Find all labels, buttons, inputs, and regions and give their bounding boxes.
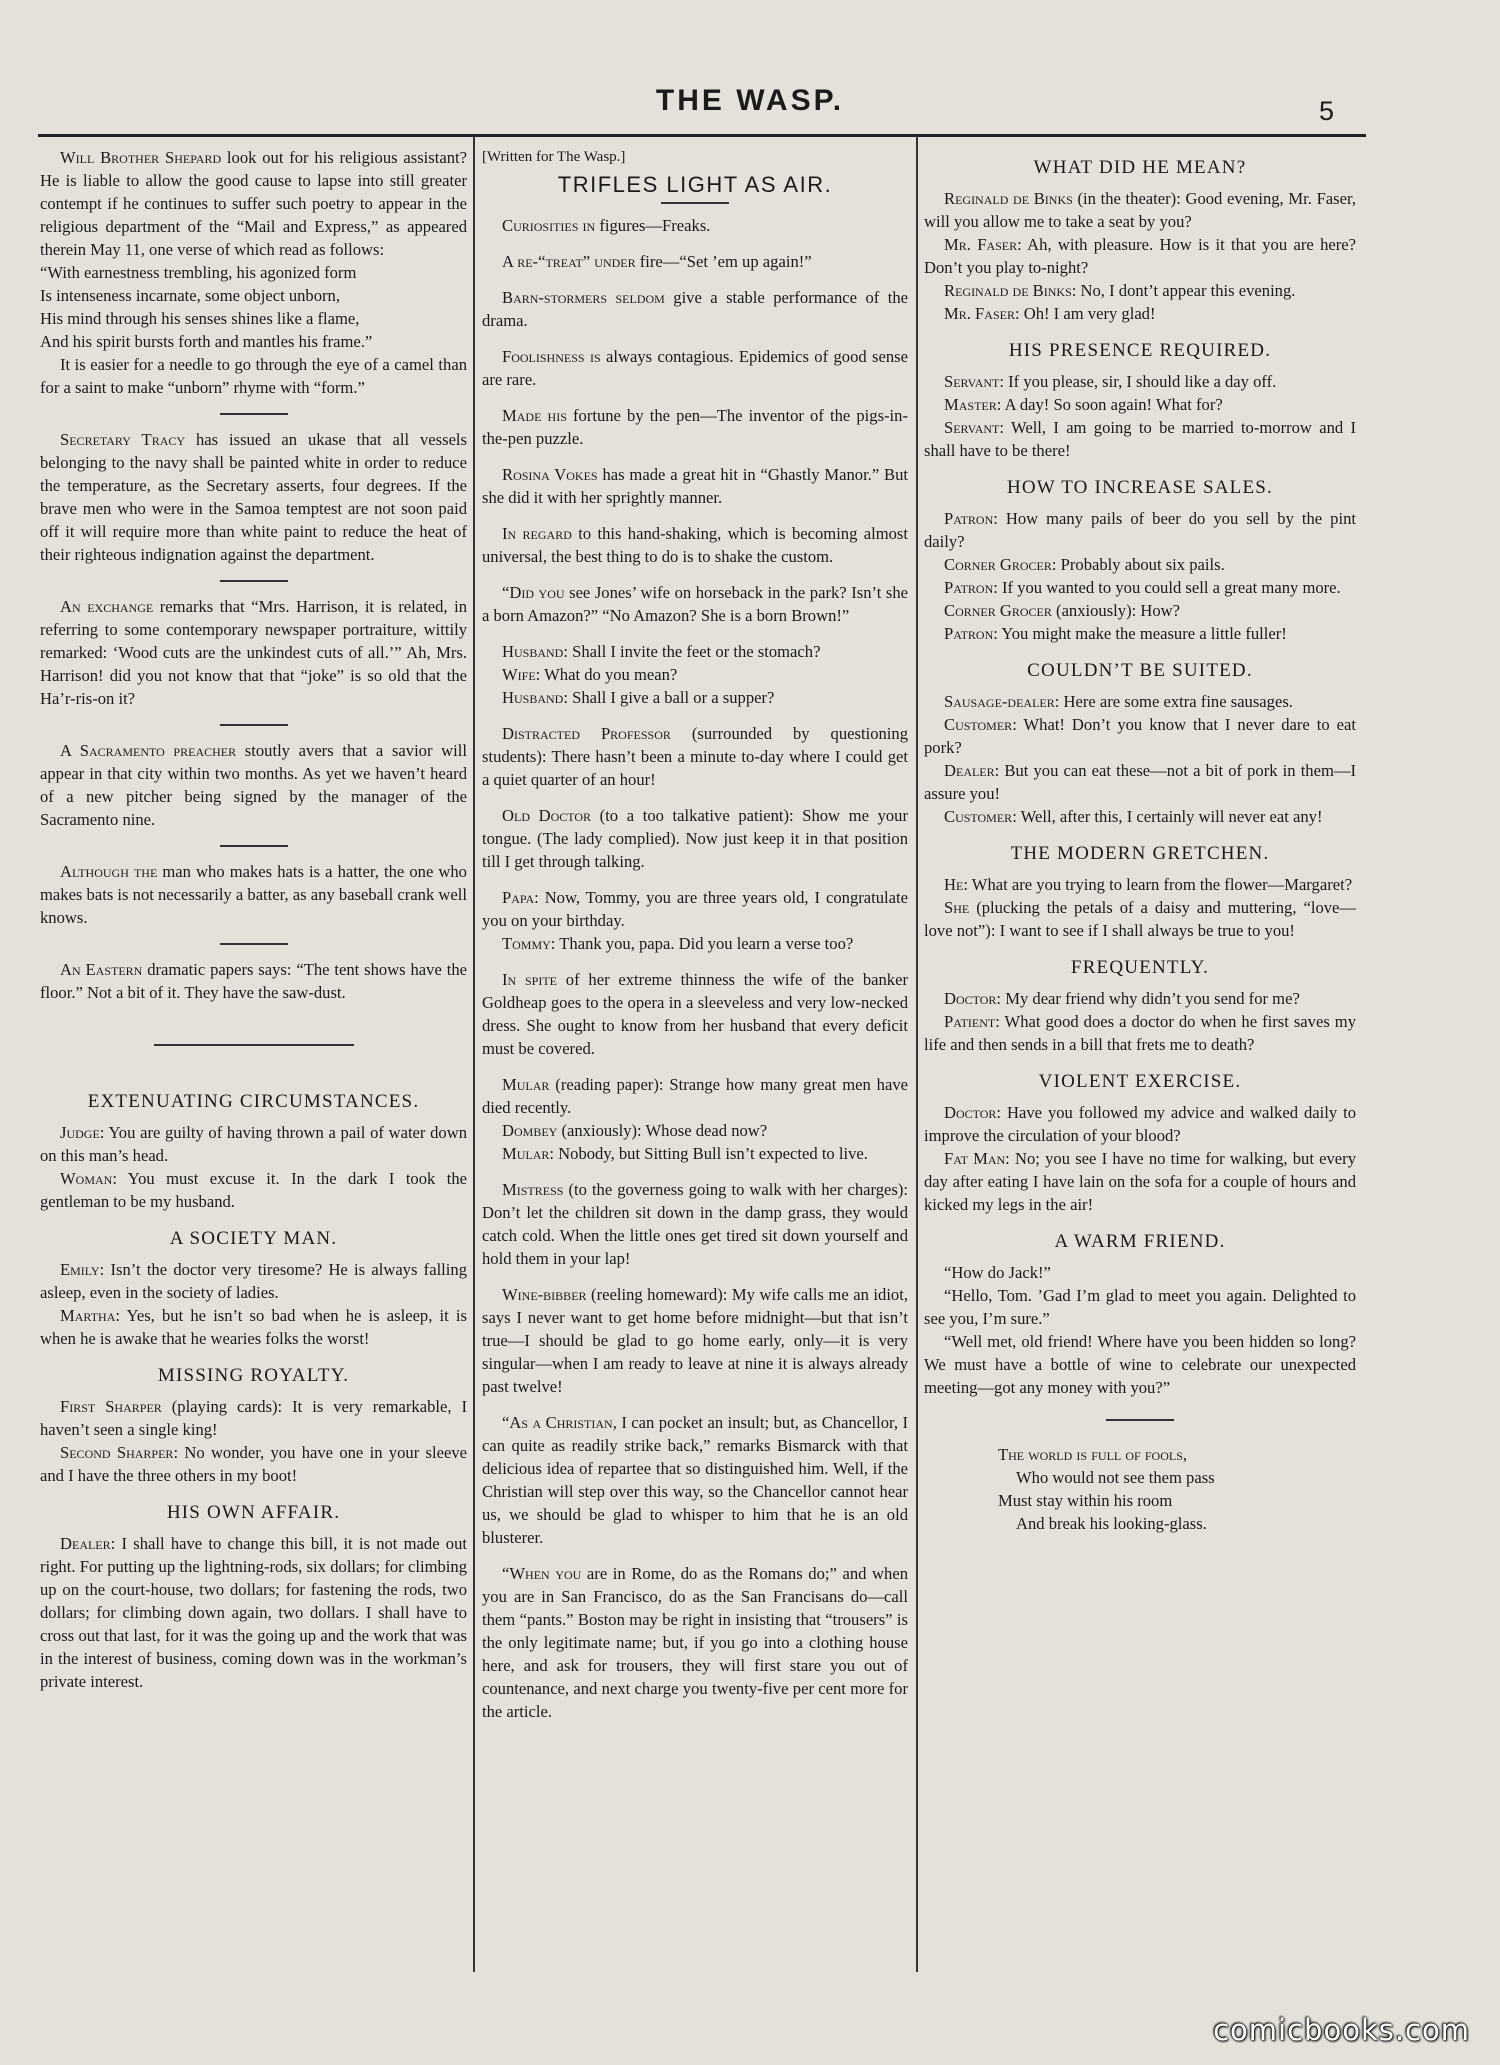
paragraph-text: fire—“Set ’em up again!” xyxy=(635,252,812,271)
dialogue-text: But you can eat these—not a bit of pork in them—I assure you! xyxy=(924,761,1356,803)
section-heading: A SOCIETY MAN. xyxy=(169,1228,338,1249)
dialogue-text: A day! So soon again! What for? xyxy=(1001,395,1223,414)
poem-line: And break his looking-glass. xyxy=(1016,1514,1207,1533)
lead-words: Foolishness is xyxy=(502,347,601,366)
paragraph xyxy=(40,860,467,929)
dialogue-text: You might make the measure a little fuller! xyxy=(997,624,1287,643)
dialogue-text: (plucking the petals of a daisy and muttering, “love—love not”): I want to see if I shall always be true to you! xyxy=(924,898,1356,940)
paragraph xyxy=(40,739,467,831)
speaker: Second Sharper: xyxy=(60,1443,179,1462)
dialogue-text: Have you followed my advice and walked daily to improve the circulation of your blood? xyxy=(924,1103,1356,1145)
dialogue-text: Probably about six pails. xyxy=(1056,555,1225,574)
dialogue-line xyxy=(482,640,908,663)
speaker: Tommy: xyxy=(502,934,556,953)
paragraph xyxy=(482,522,908,568)
paragraph-text: (to a too talkative patient): Show me your tongue. (The lady complied). Now just keep it in that position till I get through talking. xyxy=(482,806,908,871)
dialogue-text: What good does a doctor do when he first saves my life and then sends in a bill that frets me to death? xyxy=(924,1012,1356,1054)
separator xyxy=(220,845,288,847)
dialogue-line xyxy=(924,1101,1356,1147)
dialogue-line: “Hello, Tom. ’Gad I’m glad to meet you again. Delighted to see you, I’m sure.” xyxy=(924,1286,1356,1328)
dialogue-line xyxy=(482,686,908,709)
paragraph xyxy=(482,404,908,450)
paragraph xyxy=(40,428,467,566)
speaker: Mr. Faser: xyxy=(944,304,1020,323)
dialogue-line xyxy=(482,1073,908,1119)
dialogue-text: Now, Tommy, you are three years old, I congratulate you on your birthday. xyxy=(482,888,908,930)
lead-words: Made his xyxy=(502,406,567,425)
dialogue-line xyxy=(924,873,1356,896)
verse-line: “With earnestness trembling, his agonized form xyxy=(40,263,357,282)
section-heading: HIS OWN AFFAIR. xyxy=(166,1502,341,1523)
dialogue-line xyxy=(924,690,1356,713)
paragraph: It is easier for a needle to go through the eye of a camel than for a saint to make “unborn” rhyme with “form.” xyxy=(40,355,467,397)
verse-line: His mind through his senses shines like a flame, xyxy=(40,309,360,328)
column-rule xyxy=(473,136,475,1972)
dialogue-line xyxy=(924,576,1356,599)
speaker: Patron: xyxy=(944,578,998,597)
dialogue-line xyxy=(40,1532,467,1693)
dialogue-line xyxy=(40,1441,467,1487)
speaker: Dealer: xyxy=(60,1534,116,1553)
dialogue-text: Oh! I am very glad! xyxy=(1019,304,1156,323)
dialogue-line xyxy=(482,1142,908,1165)
speaker: He: xyxy=(944,875,968,894)
speaker: Judge: xyxy=(60,1123,105,1142)
dialogue-text: (anxiously): How? xyxy=(1051,601,1181,620)
dialogue-text: No wonder, you have one in your sleeve and I have the three others in my boot! xyxy=(40,1443,467,1485)
paragraph-text: of her extreme thinness the wife of the banker Goldheap goes to the opera in a sleeveless and very low-necked dress. She ought to know from her husband that every deficit must be covered. xyxy=(482,970,908,1058)
section-heading: HOW TO INCREASE SALES. xyxy=(1006,477,1274,498)
paragraph-text: always contagious. Epidemics of good sense are rare. xyxy=(482,347,908,389)
speaker: Servant: xyxy=(944,372,1004,391)
dialogue-line xyxy=(40,1167,467,1213)
paragraph-text: (reeling homeward): My wife calls me an idiot, says I never want to get home before midnight—but that isn’t true—I should be glad to go home early, only—it is very singular—when I am ready to leave at nine it is always already past twelve! xyxy=(482,1285,908,1396)
section-separator xyxy=(154,1044,354,1046)
speaker: Corner Grocer: xyxy=(944,555,1057,574)
speaker: Doctor: xyxy=(944,989,1002,1008)
dialogue-line xyxy=(40,1395,467,1441)
speaker: Reginald de Binks: xyxy=(944,281,1077,300)
dialogue-text: How many pails of beer do you sell by the pint daily? xyxy=(924,509,1356,551)
speaker: Master: xyxy=(944,395,1002,414)
paragraph xyxy=(482,581,908,627)
dialogue-line xyxy=(40,1304,467,1350)
dialogue-line xyxy=(924,896,1356,942)
dialogue-text: I shall have to change this bill, it is not made out right. For putting up the lightning-rods, six dollars; for climbing up on the court-house, two dollars; for fastening the rods, two dollars; for climbing down again, two dollars. I shall have to cross out that last, for it was the going up and the work that was in the interest of business, coming down was in the workman’s private interest. xyxy=(40,1534,467,1691)
lead-words: Wine-bibber xyxy=(502,1285,587,1304)
lead-words: Secretary Tracy xyxy=(60,430,186,449)
paragraph-text: stoutly avers that a savior will appear in that city within two months. As yet we haven’t heard of a new pitcher being signed by the manager of the Sacramento nine. xyxy=(40,741,467,829)
verse-line: And his spirit bursts forth and mantles his frame.” xyxy=(40,332,373,351)
paragraph xyxy=(482,1178,908,1270)
dialogue-text: You are guilty of having thrown a pail of water down on this man’s head. xyxy=(40,1123,467,1165)
section-heading: WHAT DID HE MEAN? xyxy=(1033,157,1247,178)
header-rule xyxy=(38,134,1366,137)
dialogue-line xyxy=(924,622,1356,645)
paragraph-text: see Jones’ wife on horseback in the park? Isn’t she a born Amazon?” “No Amazon? She is a born Brown!” xyxy=(482,583,908,625)
dialogue-text: (anxiously): Whose dead now? xyxy=(557,1121,768,1140)
speaker: Reginald de Binks xyxy=(944,189,1073,208)
speaker: Martha: xyxy=(60,1306,120,1325)
paragraph-text: figures—Freaks. xyxy=(595,216,711,235)
speaker: Husband: xyxy=(502,642,568,661)
dialogue-line xyxy=(482,1119,908,1142)
dialogue-line xyxy=(924,302,1356,325)
column-rule xyxy=(916,136,918,1972)
dialogue-line xyxy=(924,507,1356,553)
dialogue-line: “How do Jack!” xyxy=(944,1263,1051,1282)
dialogue-line xyxy=(924,187,1356,233)
speaker: Wife: xyxy=(502,665,541,684)
dialogue-text: Nobody, but Sitting Bull isn’t expected to live. xyxy=(554,1144,868,1163)
dialogue-text: My dear friend why didn’t you send for me? xyxy=(1001,989,1300,1008)
separator xyxy=(220,943,288,945)
dialogue-line xyxy=(924,1010,1356,1056)
section-heading: COULDN’T BE SUITED. xyxy=(1027,660,1253,681)
paragraph-text: to this hand-shaking, which is becoming almost universal, the best thing to do is to shake the custom. xyxy=(482,524,908,566)
dialogue-text: Well, after this, I certainly will never eat any! xyxy=(1016,807,1323,826)
paragraph xyxy=(482,1411,908,1549)
dialogue-line xyxy=(482,932,908,955)
speaker: First Sharper xyxy=(60,1397,162,1416)
paragraph xyxy=(40,595,467,710)
dialogue-text: Ah, with pleasure. How is it that you are here? Don’t you play to-night? xyxy=(924,235,1356,277)
speaker: Customer: xyxy=(944,715,1017,734)
section-heading: EXTENUATING CIRCUMSTANCES. xyxy=(87,1091,420,1112)
column-2 xyxy=(482,146,908,1971)
poem-line: The world is full of fools, xyxy=(998,1445,1188,1464)
paragraph xyxy=(482,214,908,237)
dialogue-line: “Well met, old friend! Where have you been hidden so long? We must have a bottle of wine to celebrate our unexpected meeting—got any money with you?” xyxy=(924,1332,1356,1397)
speaker: Sausage-dealer: xyxy=(944,692,1060,711)
paragraph xyxy=(482,804,908,873)
speaker: Servant: xyxy=(944,418,1004,437)
section-heading: FREQUENTLY. xyxy=(1070,957,1210,978)
paragraph-text: give a stable performance of the drama. xyxy=(482,288,908,330)
lead-words: Curiosities in xyxy=(502,216,596,235)
lead-words: An exchange xyxy=(60,597,154,616)
lead-words: “Did you xyxy=(502,583,565,602)
lead-words: A re-“treat” under xyxy=(502,252,636,271)
dialogue-text: What are you trying to learn from the flower—Margaret? xyxy=(967,875,1353,894)
dialogue-line xyxy=(924,279,1356,302)
dialogue-text: Here are some extra fine sausages. xyxy=(1059,692,1293,711)
dialogue-text: Yes, but he isn’t so bad when he is asleep, it is when he is awake that he wearies folks the worst! xyxy=(40,1306,467,1348)
paragraph xyxy=(482,345,908,391)
dialogue-text: If you wanted to you could sell a great many more. xyxy=(997,578,1341,597)
lead-words: Distracted Professor xyxy=(502,724,671,743)
speaker: She xyxy=(944,898,970,917)
separator xyxy=(220,413,288,415)
paragraph xyxy=(482,722,908,791)
separator xyxy=(220,580,288,582)
section-heading: THE MODERN GRETCHEN. xyxy=(1010,843,1270,864)
section-heading: VIOLENT EXERCISE. xyxy=(1038,1071,1242,1092)
speaker: Dealer: xyxy=(944,761,1000,780)
dialogue-text: Well, I am going to be married to-morrow and I shall have to be there! xyxy=(924,418,1356,460)
paragraph-text: (to the governess going to walk with her charges): Don’t let the children sit down in the damp grass, they would catch cold. When the little ones get tired sit down yourself and hold them in your lap! xyxy=(482,1180,908,1268)
lead-words: “When you xyxy=(502,1564,582,1583)
lead-words: An Eastern xyxy=(60,960,143,979)
dialogue-text: Shall I invite the feet or the stomach? xyxy=(567,642,821,661)
paragraph-text: are in Rome, do as the Romans do;” and when you are in San Francisco, do as the San Francisans do—call them “pants.” Boston may be right in insisting that “trousers” is the only legitimate name; but, if you go into a clothing house here, and ask for trousers, they will first stare you out of countenance, and next charge you twenty-five per cent more for the article. xyxy=(482,1564,908,1721)
speaker: Husband: xyxy=(502,688,568,707)
dialogue-text: What! Don’t you know that I never dare to eat pork? xyxy=(924,715,1356,757)
paragraph xyxy=(482,463,908,509)
lead-words: In spite xyxy=(502,970,557,989)
separator xyxy=(1106,1419,1174,1421)
dialogue-line xyxy=(924,233,1356,279)
paragraph xyxy=(40,146,467,261)
watermark: comicbooks.com xyxy=(1213,2013,1470,2047)
dialogue-line xyxy=(924,599,1356,622)
dialogue-text: No; you see I have no time for walking, but every day after eating I have lain on the sofa for a couple of hours and kicked my legs in the air! xyxy=(924,1149,1356,1214)
paragraph xyxy=(482,1283,908,1398)
page-number: 5 xyxy=(1318,96,1334,126)
column-title: TRIFLES LIGHT AS AIR. xyxy=(557,172,833,197)
speaker: Mular: xyxy=(502,1144,555,1163)
paragraph-text: fortune by the pen—The inventor of the pigs-in-the-pen puzzle. xyxy=(482,406,908,448)
attribution-note: [Written for The Wasp.] xyxy=(482,149,626,165)
lead-words: A Sacramento preacher xyxy=(60,741,237,760)
paragraph-text: has issued an ukase that all vessels belonging to the navy shall be painted white in order to reduce the temperature, as the Secretary asserts, four degrees. If the brave men who were in the Samoa temptest are not soon paid off it will require more than white paint to reduce the heat of their righteous indignation against the department. xyxy=(40,430,467,564)
paragraph-text: remarks that “Mrs. Harrison, it is related, in referring to some contemporary newspaper portraiture, wittily remarked: ‘Wood cuts are the unkindest cuts of all.’” Ah, Mrs. Harrison! did you not know that that “joke” is so old that the Ha’r-ris-on it? xyxy=(40,597,467,708)
paragraph xyxy=(482,968,908,1060)
dialogue-text: No, I dont’t appear this evening. xyxy=(1076,281,1296,300)
dialogue-line xyxy=(924,370,1356,393)
speaker: Papa: xyxy=(502,888,539,907)
paragraph-text: (surrounded by questioning students): There hasn’t been a minute to-day where I could get a quiet quarter of an hour! xyxy=(482,724,908,789)
poem-line: Who would not see them pass xyxy=(1016,1468,1215,1487)
lead-words: Barn-stormers seldom xyxy=(502,288,665,307)
quoted-verse xyxy=(40,261,467,353)
dialogue-line xyxy=(482,886,908,932)
speaker: Patron: xyxy=(944,509,998,528)
closing-poem xyxy=(924,1443,1356,1535)
column-3 xyxy=(924,146,1356,1971)
lead-words: “As a Christian, xyxy=(502,1413,617,1432)
section-heading: HIS PRESENCE REQUIRED. xyxy=(1008,340,1272,361)
dialogue-text: Shall I give a ball or a supper? xyxy=(567,688,775,707)
paragraph xyxy=(482,250,908,273)
dialogue-line xyxy=(40,1258,467,1304)
dialogue-text: Isn’t the doctor very tiresome? He is always falling asleep, even in the society of ladies. xyxy=(40,1260,467,1302)
paragraph-text: I can pocket an insult; but, as Chancellor, I can quite as readily strike back,” remarks Bismarck with that delicious idea of repartee that so distinguished him. Well, if the Christian will step over this way, so the Chancellor cannot hear us, we should be glad to whisper to him that he is an old blusterer. xyxy=(482,1413,908,1547)
poem-line: Must stay within his room xyxy=(998,1491,1173,1510)
lead-words: In regard xyxy=(502,524,572,543)
dialogue-line xyxy=(924,987,1356,1010)
paragraph xyxy=(40,958,467,1004)
speaker: Emily: xyxy=(60,1260,105,1279)
masthead-title: THE WASP. xyxy=(655,84,845,117)
speaker: Corner Grocer xyxy=(944,601,1052,620)
speaker: Fat Man: xyxy=(944,1149,1010,1168)
speaker: Customer: xyxy=(944,807,1017,826)
lead-words: Rosina Vokes xyxy=(502,465,598,484)
dialogue-text: (reading paper): Strange how many great men have died recently. xyxy=(482,1075,908,1117)
dialogue-text: (playing cards): It is very remarkable, I haven’t seen a single king! xyxy=(40,1397,467,1439)
dialogue-text: Thank you, papa. Did you learn a verse too? xyxy=(555,934,854,953)
dialogue-line xyxy=(924,416,1356,462)
column-1 xyxy=(40,146,467,1971)
lead-words: Will Brother Shepard xyxy=(60,148,222,167)
separator xyxy=(220,724,288,726)
speaker: Dombey xyxy=(502,1121,558,1140)
speaker: Woman: xyxy=(60,1169,117,1188)
dialogue-text: (in the theater): Good evening, Mr. Faser, will you allow me to take a seat by you? xyxy=(924,189,1356,231)
paragraph-text: dramatic papers says: “The tent shows have the floor.” Not a bit of it. They have the saw-dust. xyxy=(40,960,467,1002)
dialogue-text: If you please, sir, I should like a day off. xyxy=(1004,372,1277,391)
section-heading: MISSING ROYALTY. xyxy=(157,1365,350,1386)
dialogue-line xyxy=(924,805,1356,828)
dialogue-text: You must excuse it. In the dark I took the gentleman to be my husband. xyxy=(40,1169,467,1211)
speaker: Patient: xyxy=(944,1012,1000,1031)
separator xyxy=(661,202,729,204)
paragraph xyxy=(482,286,908,332)
paragraph-text: man who makes hats is a hatter, the one who makes bats is not necessarily a batter, as any baseball crank well knows. xyxy=(40,862,467,927)
dialogue-line xyxy=(924,553,1356,576)
dialogue-line xyxy=(924,759,1356,805)
lead-words: Mistress xyxy=(502,1180,564,1199)
dialogue-line xyxy=(924,713,1356,759)
lead-words: Old Doctor xyxy=(502,806,592,825)
speaker: Doctor: xyxy=(944,1103,1002,1122)
paragraph xyxy=(482,1562,908,1723)
paragraph-text: has made a great hit in “Ghastly Manor.” But she did it with her sprightly manner. xyxy=(482,465,908,507)
speaker: Mr. Faser: xyxy=(944,235,1022,254)
dialogue-line xyxy=(40,1121,467,1167)
paragraph-text: look out for his religious assistant? He is liable to allow the good cause to lapse into still greater contempt if he continues to suffer such poetry to appear in the religious department of the “Mail and Express,” as appeared therein May 11, one verse of which read as follows: xyxy=(40,148,467,259)
lead-words: Although the xyxy=(60,862,158,881)
section-heading: A WARM FRIEND. xyxy=(1054,1231,1226,1252)
dialogue-text: What do you mean? xyxy=(540,665,678,684)
speaker: Patron: xyxy=(944,624,998,643)
verse-line: Is intenseness incarnate, some object unborn, xyxy=(40,286,340,305)
dialogue-line xyxy=(924,1147,1356,1216)
speaker: Mular xyxy=(502,1075,550,1094)
dialogue-line xyxy=(924,393,1356,416)
dialogue-line xyxy=(482,663,908,686)
